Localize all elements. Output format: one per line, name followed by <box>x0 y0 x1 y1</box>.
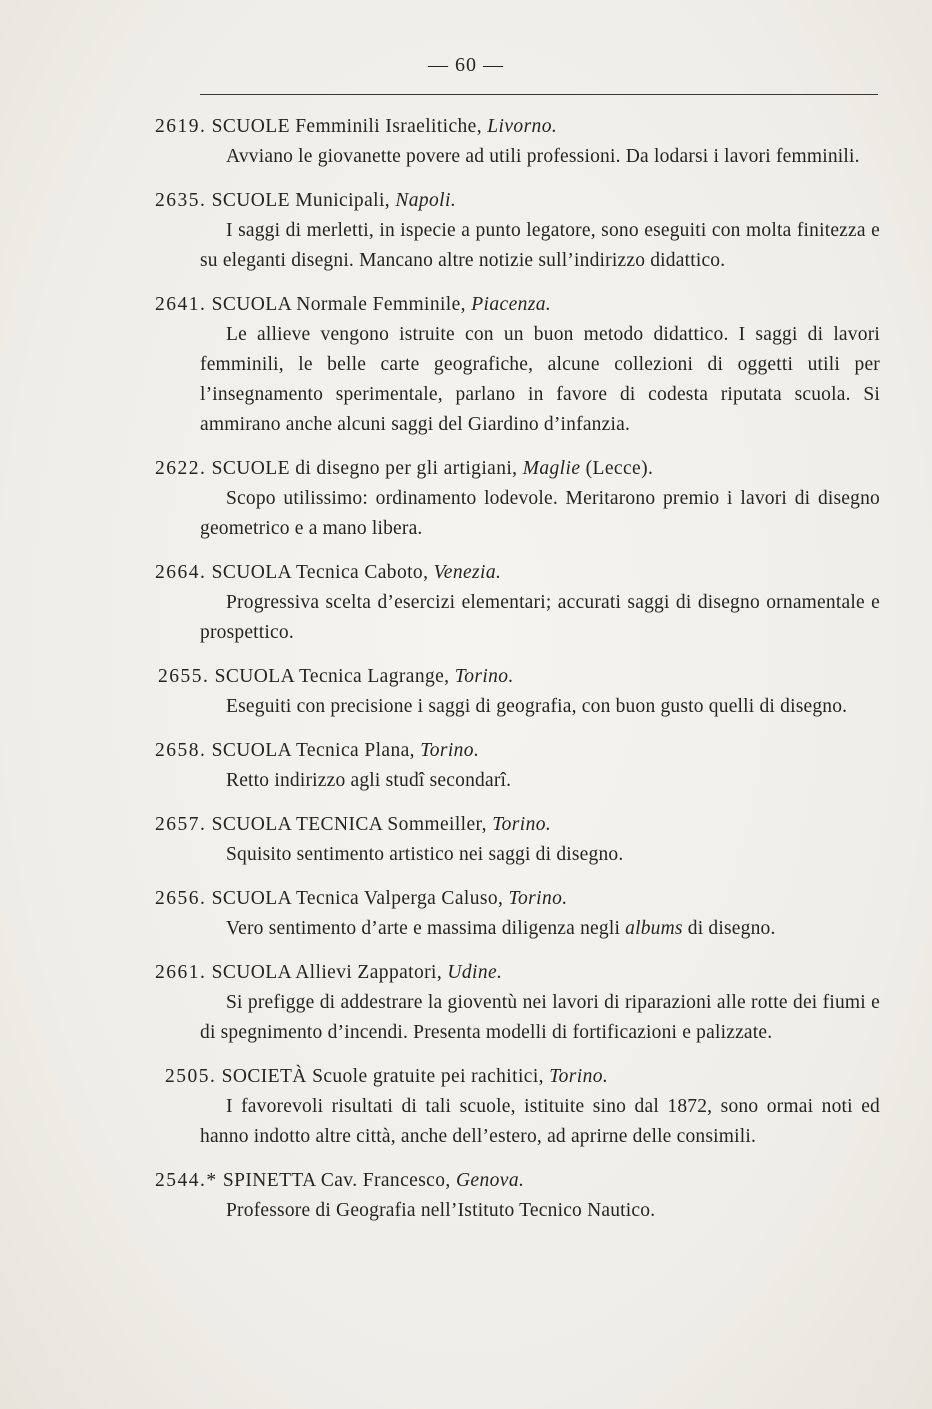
entry-heading <box>155 884 880 914</box>
entry-body <box>200 914 880 944</box>
entry-heading <box>155 186 880 216</box>
entry-number: 2505. <box>165 1066 217 1087</box>
entries-list <box>155 112 880 1240</box>
entry-number: 2622. <box>155 458 207 479</box>
entry-place: Torino. <box>549 1066 609 1087</box>
entry-name: SCUOLA <box>211 562 291 583</box>
entry-body: Scopo utilissimo: ordinamento lodevole. Meritarono premio i lavori di disegno geometrico e a mano libera. <box>200 488 880 539</box>
entry-heading <box>155 958 880 988</box>
entry-heading <box>155 736 880 766</box>
entry-place: Maglie <box>522 458 581 479</box>
entry-place: Torino. <box>492 814 552 835</box>
entry-body: Progressiva scelta d’esercizi elementari; accurati saggi di disegno ornamentale e prospettico. <box>200 592 880 643</box>
entry-description: Municipali, <box>295 190 391 211</box>
entry-description: Allievi Zappatori, <box>295 962 443 983</box>
entry-place: Venezia. <box>433 562 502 583</box>
entry-body-italic: albums <box>625 918 683 939</box>
header-rule <box>200 94 878 95</box>
entry-2635 <box>155 186 880 276</box>
entry-2641 <box>155 290 880 440</box>
page-number: — 60 — <box>428 54 504 76</box>
entry-2622 <box>155 454 880 544</box>
entry-place-suffix: (Lecce). <box>580 458 654 479</box>
entry-name: SOCIETÀ <box>221 1066 307 1087</box>
entry-body: Professore di Geografia nell’Istituto Tecnico Nautico. <box>226 1200 656 1221</box>
entry-2505 <box>165 1062 880 1152</box>
entry-2544 <box>155 1166 880 1226</box>
entry-number: 2619. <box>155 116 207 137</box>
entry-name: SCUOLE <box>211 116 290 137</box>
entry-name: SPINETTA <box>222 1170 316 1191</box>
entry-description: Normale Femminile, <box>296 294 466 315</box>
entry-number: 2655. <box>158 666 210 687</box>
entry-heading <box>155 1166 880 1196</box>
entry-heading <box>155 454 880 484</box>
entry-number: 2657. <box>155 814 207 835</box>
entry-2656 <box>155 884 880 944</box>
entry-name: SCUOLA <box>211 814 291 835</box>
entry-heading <box>158 662 880 692</box>
entry-place: Torino. <box>420 740 480 761</box>
entry-heading <box>155 558 880 588</box>
entry-body: I saggi di merletti, in ispecie a punto legatore, sono eseguiti con molta finitezza e su eleganti disegni. Mancano altre notizie sull’indirizzo didattico. <box>200 220 880 271</box>
entry-number: 2544.* <box>155 1170 218 1191</box>
entry-name: SCUOLE <box>211 190 290 211</box>
entry-2664 <box>155 558 880 648</box>
entry-body: Si prefigge di addestrare la gioventù nei lavori di riparazioni alle rotte dei fiumi e di spegnimento d’incendi. Presenta modelli di fortificazioni e palizzate. <box>200 992 880 1043</box>
entry-2619 <box>155 112 880 172</box>
entry-body: Le allieve vengono istruite con un buon metodo didattico. I saggi di lavori femminili, le belle carte geografiche, alcune collezioni di oggetti utili per l’insegnamento sperimentale, parlano in favore di codesta riputata scuola. Si ammirano anche alcuni saggi del Giardino d’infanzia. <box>200 324 880 435</box>
entry-2655 <box>158 662 880 722</box>
entry-body: Squisito sentimento artistico nei saggi di disegno. <box>226 844 624 865</box>
entry-2661 <box>155 958 880 1048</box>
entry-description: Cav. Francesco, <box>320 1170 451 1191</box>
entry-place: Genova. <box>455 1170 525 1191</box>
entry-body: Avviano le giovanette povere ad utili professioni. Da lodarsi i lavori femminili. <box>226 146 860 167</box>
entry-body: I favorevoli risultati di tali scuole, istituite sino dal 1872, sono ormai noti ed hanno indotto altre città, anche dell’estero, ad aprirne delle consimili. <box>200 1096 880 1147</box>
entry-place: Udine. <box>447 962 503 983</box>
entry-description: Tecnica Caboto, <box>295 562 429 583</box>
entry-heading <box>155 290 880 320</box>
entry-place: Torino. <box>454 666 514 687</box>
entry-name: SCUOLA <box>211 294 291 315</box>
entry-heading <box>155 112 880 142</box>
entry-name: SCUOLA <box>211 962 291 983</box>
entry-heading <box>165 1062 880 1092</box>
entry-number: 2641. <box>155 294 207 315</box>
entry-body-text-end: di disegno. <box>682 918 776 939</box>
entry-description: Scuole gratuite pei rachitici, <box>312 1066 544 1087</box>
entry-description: di disegno per gli artigiani, <box>295 458 518 479</box>
entry-description: Tecnica Valperga Caluso, <box>295 888 504 909</box>
entry-number: 2635. <box>155 190 207 211</box>
entry-number: 2664. <box>155 562 207 583</box>
entry-body: Retto indirizzo agli studî secondarî. <box>226 770 512 791</box>
entry-description: Tecnica Plana, <box>295 740 415 761</box>
entry-description: Femminili Israelitiche, <box>295 116 483 137</box>
entry-place: Torino. <box>508 888 568 909</box>
entry-number: 2661. <box>155 962 207 983</box>
entry-place: Piacenza. <box>471 294 552 315</box>
entry-description: TECNICA Sommeiller, <box>295 814 487 835</box>
entry-name: SCUOLA <box>214 666 294 687</box>
entry-number: 2658. <box>155 740 207 761</box>
entry-name: SCUOLA <box>211 740 291 761</box>
entry-place: Livorno. <box>487 116 558 137</box>
entry-body-text: Vero sentimento d’arte e massima diligenza negli <box>226 918 626 939</box>
entry-number: 2656. <box>155 888 207 909</box>
entry-place: Napoli. <box>395 190 457 211</box>
entry-name: SCUOLA <box>211 888 291 909</box>
entry-description: Tecnica Lagrange, <box>298 666 450 687</box>
entry-name: SCUOLE <box>211 458 290 479</box>
entry-2658 <box>155 736 880 796</box>
entry-heading <box>155 810 880 840</box>
entry-2657 <box>155 810 880 870</box>
entry-body: Eseguiti con precisione i saggi di geografia, con buon gusto quelli di disegno. <box>226 696 848 717</box>
